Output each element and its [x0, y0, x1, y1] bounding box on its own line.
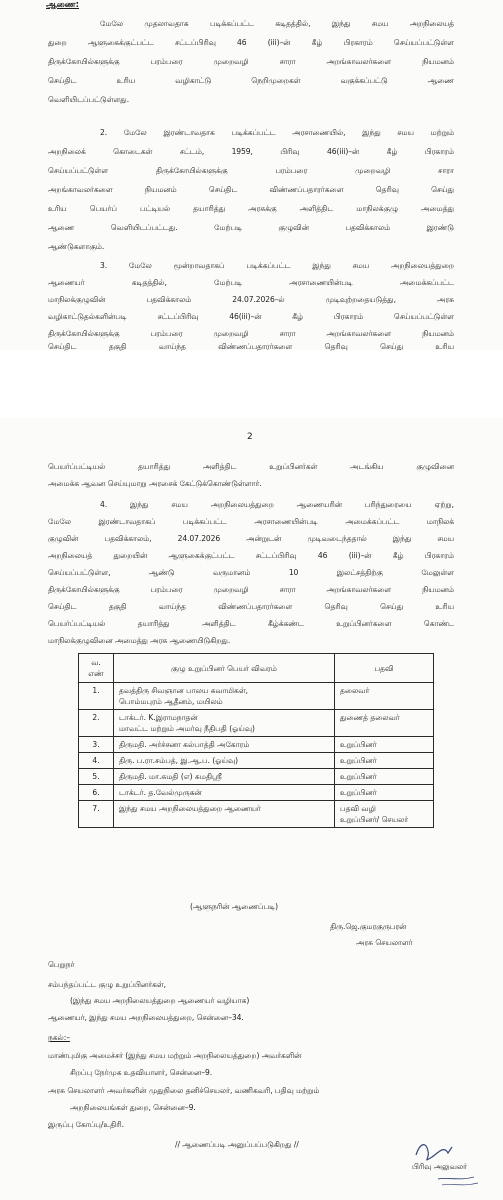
para2-line4: அறங்காவலர்களை நியமனம் செய்திட விண்ணப்பதாரர்களை தெரிவு செய்து — [48, 185, 454, 194]
para2-line3: செய்யப்பட்டுள்ள திருக்கோயில்களுக்கு பரம்பரை முறைவழி சாரா — [48, 166, 454, 175]
copy-line: மாண்புமிகு அமைச்சர் (இந்து சமய மற்றும் அறநிலையத்துறை) அவர்களின் — [48, 1051, 302, 1060]
page-number: 2 — [247, 432, 253, 442]
row-member — [114, 710, 335, 737]
para1-line3: திருக்கோயில்களுக்கு பரம்பரை முறைவழி சாரா அறங்காவலர்களை நியமனம் — [48, 57, 454, 66]
para1-line4: செய்திட உரிய வழிகாட்டு நெறிமுறைகள் வகுக்கப்பட்டு ஆணை — [48, 76, 454, 85]
para4-line4: அறநிலையத் துறையின் ஆளுகைக்குட்பட்ட சட்டப்பிரிவு 46 (iii)–ன் கீழ் பிரகாரம் — [48, 551, 454, 560]
member-detail: மாவட்ட மற்றும் அமர்வு நீதிபதி (ஓய்வு) — [119, 724, 255, 733]
committee-members-table — [78, 653, 434, 828]
para3-line3: மாநிலக்குழுவின் பதவிக்காலம் 24.07.2026–ல் முடிவுற்றதையடுத்து, அரசு — [48, 295, 454, 304]
header-member-details: குழு உறுப்பினர் பெயர் விவரம் — [114, 654, 335, 683]
row-member: இந்து சமய அறநிலையத்துறை ஆணையர் — [114, 801, 335, 828]
para3-line4: வழிகாட்டுதல்களின்படி சட்டப்பிரிவு 46(iii)–ன் கீழ் பிரகாரம் செய்யப்பட்டுள்ள — [48, 312, 454, 321]
para4-line7: செய்திட தகுதி வாய்ந்த விண்ணப்பதாரர்களை தெரிவு செய்து உரிய — [48, 602, 454, 611]
row-position: துணைத் தலைவர் — [335, 710, 434, 737]
row-member: திருமதி. அர்ச்சனா கல்பாத்தி அகோரம் — [114, 737, 335, 753]
table-header-row — [79, 654, 434, 683]
signatory-title: அரசு செயலாளர் — [356, 938, 413, 947]
row-position: உறுப்பினர் — [335, 785, 434, 801]
row-member — [114, 683, 335, 710]
row-position: உறுப்பினர் — [335, 769, 434, 785]
row-serial: 1. — [79, 683, 114, 710]
para4-line2: மேலே இரண்டாவதாகப் படிக்கப்பட்ட அரசாணையின்படி அமைக்கப்பட்ட மாநிலக் — [48, 517, 454, 526]
row-serial: 6. — [79, 785, 114, 801]
header-serial: வ. எண் — [79, 654, 114, 683]
para4-line3: குழுவின் பதவிக்காலம், 24.07.2026 அன்றுடன் முடிவடைந்ததால் இந்து சமய — [48, 534, 454, 543]
para1-line5: வெளியிடப்பட்டுள்ளது. — [48, 95, 130, 104]
copy-line: இருப்பு கோப்பு/உதிரி. — [48, 1120, 124, 1129]
table-row — [79, 753, 434, 769]
table-row — [79, 710, 434, 737]
para4-line5: செய்யப்பட்டுள்ள, ஆண்டு வருமானம் 10 இலட்சத்திற்கு மேலுள்ள — [48, 568, 454, 577]
para4-line8: பெயர்ப்பட்டியல் தயாரித்து அளித்திட கீழ்க்கண்ட உறுப்பினர்களை கொண்ட — [48, 619, 454, 628]
para3-line5: திருக்கோயில்களுக்கு பரம்பரை முறைவழி சாரா அறங்காவலர்களை நியமனம் — [48, 329, 454, 338]
copy-line: அறநிலையங்கள் துறை, சென்னை–9. — [70, 1103, 196, 1112]
row-serial: 3. — [79, 737, 114, 753]
para3-line1: 3. மேலே மூன்றாவதாகப் படிக்கப்பட்ட இந்து சமய அறநிலையத்துறை — [100, 261, 454, 270]
row-position: தலைவர் — [335, 683, 434, 710]
row-position: உறுப்பினர் — [335, 753, 434, 769]
para2-line1: 2. மேலே இரண்டாவதாக படிக்கப்பட்ட அரசாணையில், இந்து சமய மற்றும் — [100, 128, 454, 137]
header-position: பதவி — [335, 654, 434, 683]
row-serial: 2. — [79, 710, 114, 737]
copy-label: நகல்:– — [48, 1033, 70, 1042]
member-name: டாக்டர். K.இராமநாதன் — [119, 713, 198, 722]
member-name: தவத்திரு சிவஞான பாலய சுவாமிகள், — [119, 686, 248, 695]
row-serial: 7. — [79, 801, 114, 828]
para1-line1: மேலே முதலாவதாக படிக்கப்பட்ட கடிதத்தில், இந்து சமய அறநிலையத் — [100, 19, 454, 28]
recipient-line: ஆணையர், இந்து சமய அறநிலையத்துறை, சென்னை–34. — [48, 1013, 244, 1022]
by-governor-order: (ஆளுநரின் ஆணைப்படி) — [190, 902, 278, 911]
para2-line7: ஆண்டுகளாகும். — [48, 242, 105, 251]
para4-line9: மாநிலக்குழுவினை அமைத்து அரசு ஆணையிடுகிறது. — [48, 636, 231, 645]
forwarded-line: // ஆணைப்படி அனுப்பப்படுகிறது // — [175, 1140, 299, 1149]
table-row — [79, 737, 434, 753]
member-detail: பொம்மபுரம் ஆதீனம், மயிலம் — [119, 697, 223, 706]
position-line1: பதவி வழி — [340, 804, 376, 813]
recipient-label: பெறுநர் — [48, 960, 75, 969]
recipient-line: (இந்து சமய அறநிலையத்துறை ஆணையர் வழியாக) — [70, 996, 250, 1005]
para2-line6: ஆணை வெளியிடப்பட்டது. மேற்படி குழுவின் பதவிக்காலம் இரண்டு — [48, 223, 454, 232]
copy-line: அரசு செயலாளர் அவர்களின் முதுநிலை தனிச்செயலர், வணிகவரி, பதிவு மற்றும் — [48, 1086, 320, 1095]
row-member: திருமதி. மா.சுமதி (எ) சுமதிஸ்ரீ — [114, 769, 335, 785]
para1-line2: துறை ஆளுகைக்குட்பட்ட சட்டப்பிரிவு 46 (iii)–ன் கீழ் பிரகாரம் செய்யப்பட்டுள்ள — [48, 38, 454, 47]
para3-line6: செய்திட தகுதி வாய்ந்த விண்ணப்பதாரர்களை தெரிவு செய்து உரிய — [48, 342, 454, 351]
copy-line: சிறப்பு நேர்முக உதவியாளர், சென்னை–9. — [70, 1068, 213, 1077]
table-row — [79, 801, 434, 828]
row-member: திரு. ப.ரா.சம்பத், இ.ஆ.ப. (ஓய்வு) — [114, 753, 335, 769]
para4-line1: 4. இந்து சமய அறநிலையத்துறை ஆணையரின் பரிந்துரையை ஏற்று, — [100, 500, 454, 509]
row-serial: 4. — [79, 753, 114, 769]
signatory-name: திரு.ஜெ.குமரகுருபரன் — [330, 922, 407, 931]
row-position — [335, 801, 434, 828]
table-row — [79, 785, 434, 801]
page-gap — [0, 350, 503, 418]
table-row — [79, 769, 434, 785]
row-serial: 5. — [79, 769, 114, 785]
para3-cont-line2: அமைக்க ஆவன செய்யுமாறு அரசைக் கேட்டுக்கொண்டுள்ளார். — [48, 479, 262, 488]
para3-line2: ஆணையர் கடிதத்தில், மேற்படி அரசாணையின்படி அமைக்கப்பட்ட — [48, 278, 454, 287]
recipient-line: சம்பந்தப்பட்ட குழு உறுப்பினர்கள், — [48, 980, 166, 989]
para2-line5: உரிய பெயர்ப் பட்டியல் தயாரித்து அரசுக்கு அளித்திட மாநிலக்குழு அமைத்து — [48, 204, 454, 213]
para3-cont-line1: பெயர்ப்பட்டியல் தயாரித்து அளித்திட உறுப்பினர்கள் அடங்கிய குழுவினை — [48, 462, 454, 471]
order-heading: ஆணை: — [46, 0, 80, 10]
row-member: டாக்டர். த.வேல்முருகன் — [114, 785, 335, 801]
section-officer-label: பிரிவு அலுவலர் — [412, 1162, 467, 1171]
table-row — [79, 683, 434, 710]
position-line2: உறுப்பினர்/ செயலர் — [340, 815, 409, 824]
row-position: உறுப்பினர் — [335, 737, 434, 753]
para4-line6: திருக்கோயில்களுக்கு பரம்பரை முறைவழி சாரா அறங்காவலர்களை நியமனம் — [48, 585, 454, 594]
para2-line2: அறநிலைக் கொடைகள் சட்டம், 1959, பிரிவு 46(iii)–ன் கீழ் பிரகாரம் — [48, 147, 454, 156]
